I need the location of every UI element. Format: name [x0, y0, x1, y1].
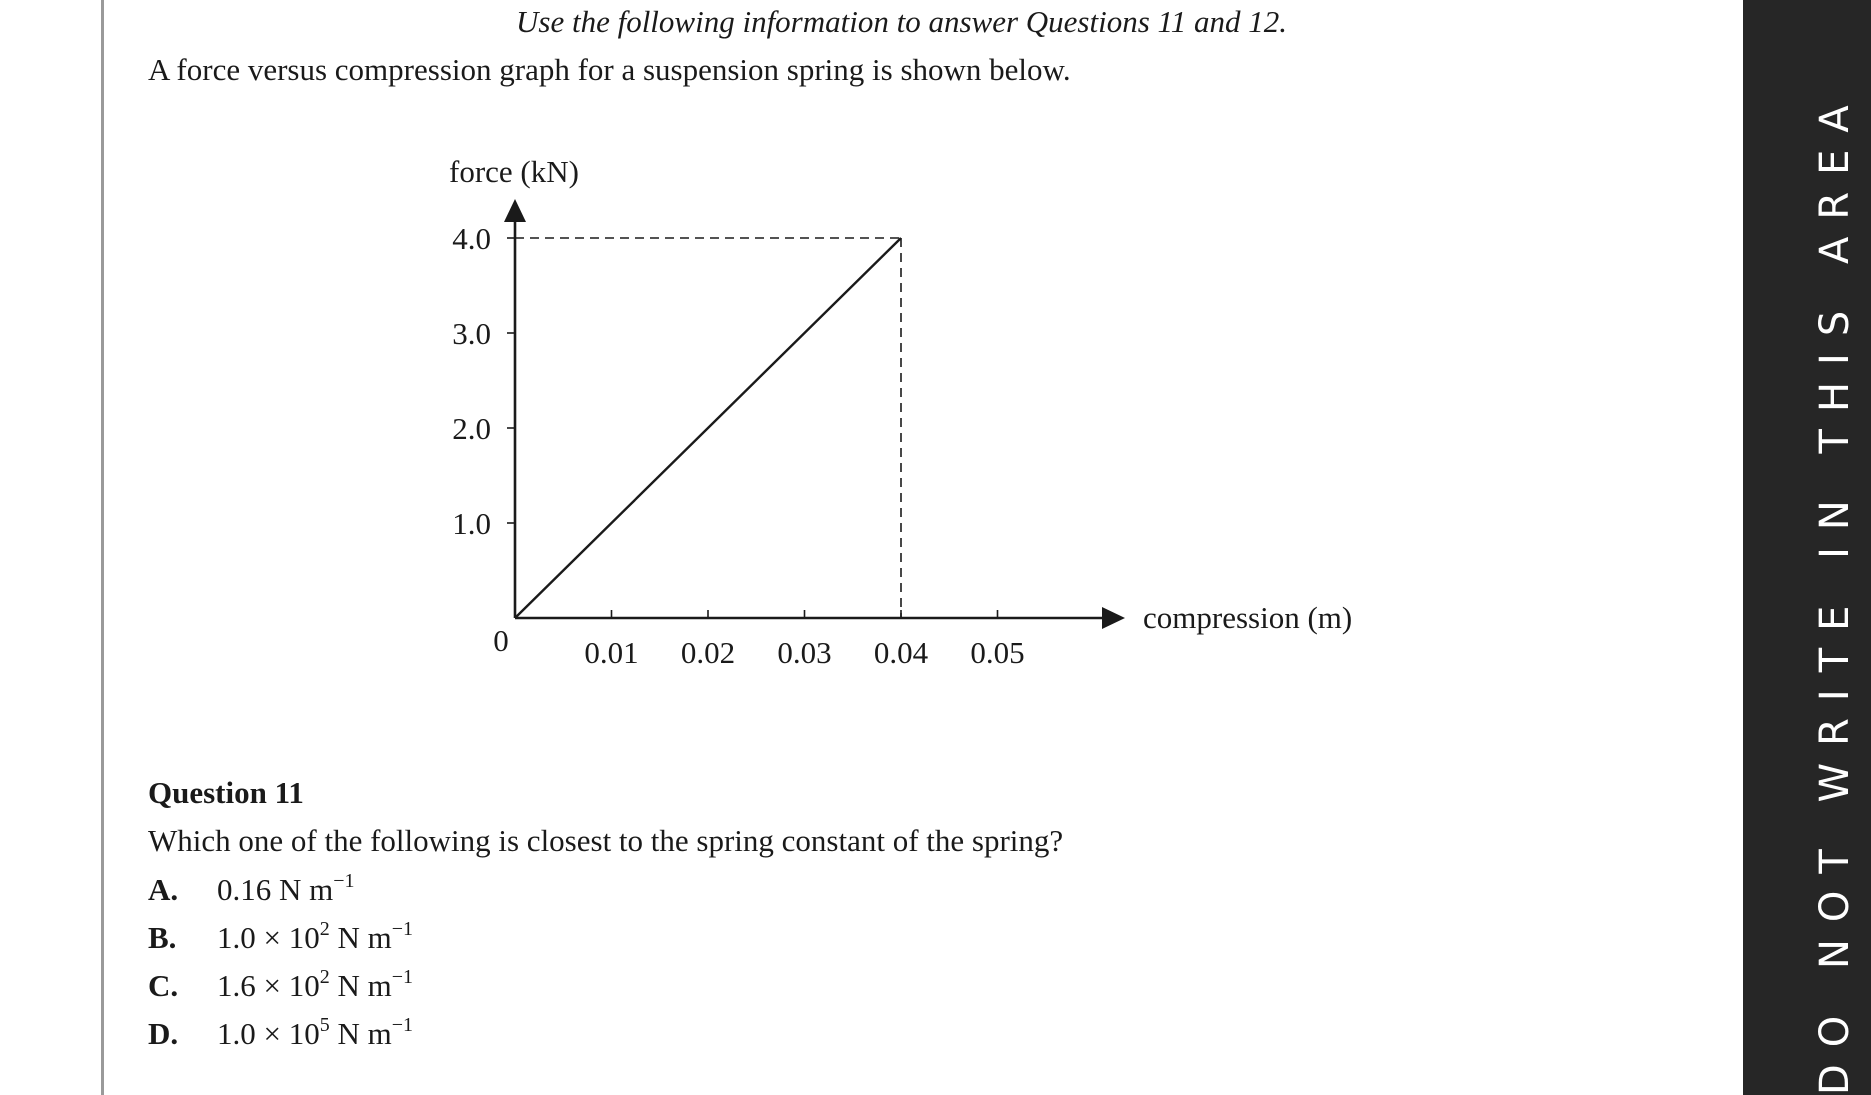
x-tick-label: 0.05: [970, 635, 1025, 670]
option-letter: B.: [148, 920, 177, 955]
option-d[interactable]: [148, 1014, 413, 1052]
option-value: 0.16 N m: [217, 872, 334, 907]
option-exponent: −1: [391, 918, 414, 940]
option-letter: C.: [148, 968, 179, 1003]
option-exponent: −1: [333, 870, 355, 892]
option-a[interactable]: [148, 870, 355, 908]
intro-text: A force versus compression graph for a suspension spring is shown below.: [148, 52, 1071, 87]
instruction-text: Use the following information to answer Questions 11 and 12.: [516, 4, 1287, 39]
margin-warning-text: DO NOT WRITE IN THIS AREA: [1812, 88, 1858, 1095]
question-heading: Question 11: [148, 775, 304, 810]
x-tick-label: 0.04: [873, 635, 929, 670]
y-tick-label: 3.0: [452, 316, 491, 351]
x-tick-label: 0.01: [584, 635, 639, 670]
y-tick-label: 1.0: [452, 506, 491, 541]
series-line: [515, 238, 901, 618]
option-unit: N m: [329, 1016, 392, 1051]
axis-ticks: [452, 221, 1024, 670]
option-letter: D.: [148, 1016, 179, 1051]
option-value: 1.0 × 10: [217, 1016, 320, 1051]
option-unit: N m: [329, 968, 392, 1003]
option-power: 5: [319, 1014, 330, 1036]
x-tick-label: 0.03: [777, 635, 832, 670]
option-value: 1.0 × 10: [217, 920, 320, 955]
x-axis-label: compression (m): [1143, 600, 1353, 635]
y-axis-label: force (kN): [449, 154, 579, 189]
x-axis-arrowhead: [1102, 607, 1125, 629]
option-unit: N m: [329, 920, 392, 955]
origin-label: 0: [493, 623, 509, 658]
option-c[interactable]: [148, 966, 413, 1004]
option-power: 2: [319, 966, 330, 988]
option-letter: A.: [148, 872, 179, 907]
x-tick-label: 0.02: [680, 635, 736, 670]
y-tick-label: 4.0: [452, 221, 491, 256]
y-tick-label: 2.0: [452, 411, 491, 446]
question-prompt: Which one of the following is closest to the spring constant of the spring?: [148, 823, 1064, 858]
option-exponent: −1: [391, 966, 414, 988]
y-axis-arrowhead: [504, 199, 526, 222]
option-exponent: −1: [391, 1014, 414, 1036]
option-value: 1.6 × 10: [217, 968, 320, 1003]
option-b[interactable]: [148, 918, 413, 956]
option-power: 2: [319, 918, 330, 940]
